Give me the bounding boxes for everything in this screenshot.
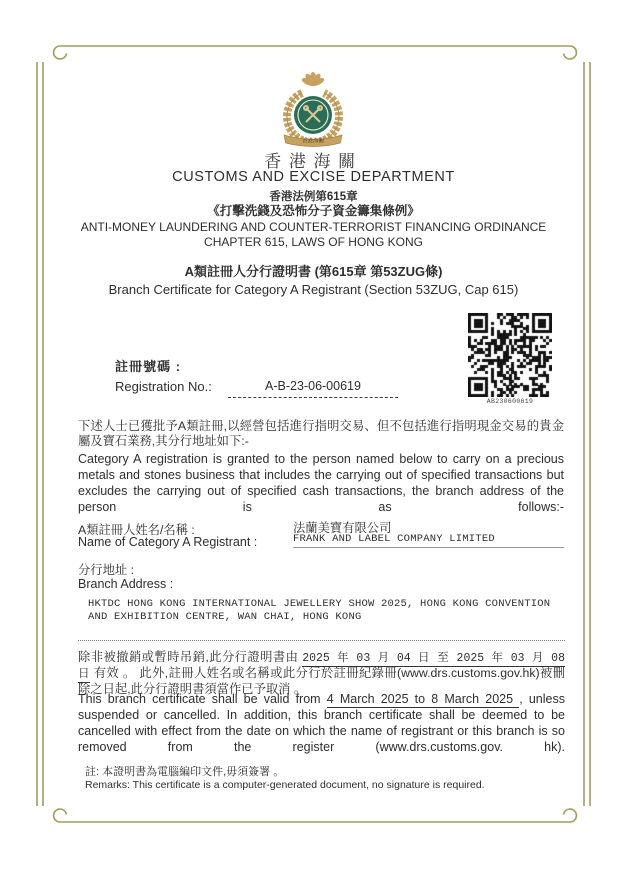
crest-disc [294,96,332,134]
validity-en-dates: 4 March 2025 to 8 March 2025 [326,692,520,706]
validity-paragraph-en [78,691,565,771]
validity-en-post: , unless suspended or cancelled. In addition, this branch certificate shall be deemed to be cancelled with effect from the date on which the name of registrant or this branch is so removed from the register (www.drs.customs.gov. hk). [78,692,565,754]
remarks-zh: 註: 本證明書為電腦編印文件,毋須簽署 。 [85,766,285,778]
validity-zh-dates: 2025 年 03 月 04 日 至 2025 年 03 月 08 日 [78,652,565,681]
validity-en-pre: This branch certificate shall be valid from [78,692,327,706]
qr-code-block [468,313,552,405]
registrant-name-label-zh: A類註冊人姓名/名稱 : [78,523,195,537]
branch-address-label-zh: 分行地址 : [78,563,135,577]
svg-text:香港海關: 香港海關 [301,138,325,145]
validity-paragraph-zh [78,650,565,696]
dotted-divider [78,640,565,641]
validity-zh-pre: 除非被撤銷或暫時吊銷,此分行證明書由 [78,650,303,664]
registration-no-label-en: Registration No.: [115,379,212,394]
registrant-name-en: FRANK AND LABEL COMPANY LIMITED [293,533,564,548]
certificate-title-en: Branch Certificate for Category A Registrant (Section 53ZUG, Cap 615) [108,282,519,297]
grant-text-zh: 下述人士已獲批予A類註冊,以經營包括進行指明交易、但不包括進行指明現金交易的貴金屬及寶石業務,其分行地址如下:- [78,419,564,448]
bauhinia-icon [301,72,325,88]
ordinance-name-en: ANTI-MONEY LAUNDERING AND COUNTER-TERRORIST FINANCING ORDINANCE [80,220,547,234]
certificate-title-zh: A類註冊人分行證明書 (第615章 第53ZUG條) [184,264,443,279]
registration-no-label-zh: 註冊號碼 : [115,359,182,374]
ordinance-chapter-en: CHAPTER 615, LAWS OF HONG KONG [204,235,423,249]
qr-code-label: AB230600619 [486,398,534,405]
validity-zh-post: 有效 。 此外,註冊人姓名或名稱或此分行於註冊紀錄冊(www.drs.customs.gov.hk)被刪除之日起,此分行證明書須當作已予取消 。 [78,666,565,696]
grant-paragraph [78,419,564,531]
dept-name-en: CUSTOMS AND EXCISE DEPARTMENT [172,169,455,185]
branch-address-label-en: Branch Address : [78,577,174,591]
registration-number: A-B-23-06-00619 [228,379,398,398]
emblem-banner [284,135,342,147]
customs-emblem [271,71,355,149]
registrant-name-label-en: Name of Category A Registrant : [78,535,258,549]
ordinance-name-zh: 《打擊洗錢及恐怖分子資金籌集條例》 [207,204,420,218]
branch-address-value: HKTDC HONG KONG INTERNATIONAL JEWELLERY SHOW 2025, HONG KONG CONVENTION AND EXHIBITION CENTRE, WAN CHAI, HONG KONG [88,598,551,623]
remarks-en: Remarks: This certificate is a computer-generated document, no signature is required. [85,779,485,791]
qr-code [468,313,552,397]
grant-text-en: Category A registration is granted to the person named below to carry on a precious metals and stones business that includes the carrying out of specified transactions but excludes the carrying out of specified cash transactions, the branch address of the person is as follows:- [78,452,564,514]
dept-name-zh: 香港海關 [264,152,363,171]
ordinance-chapter-zh: 香港法例第615章 [269,191,358,203]
registrant-name-zh: 法蘭美寶有限公司 [293,521,392,535]
